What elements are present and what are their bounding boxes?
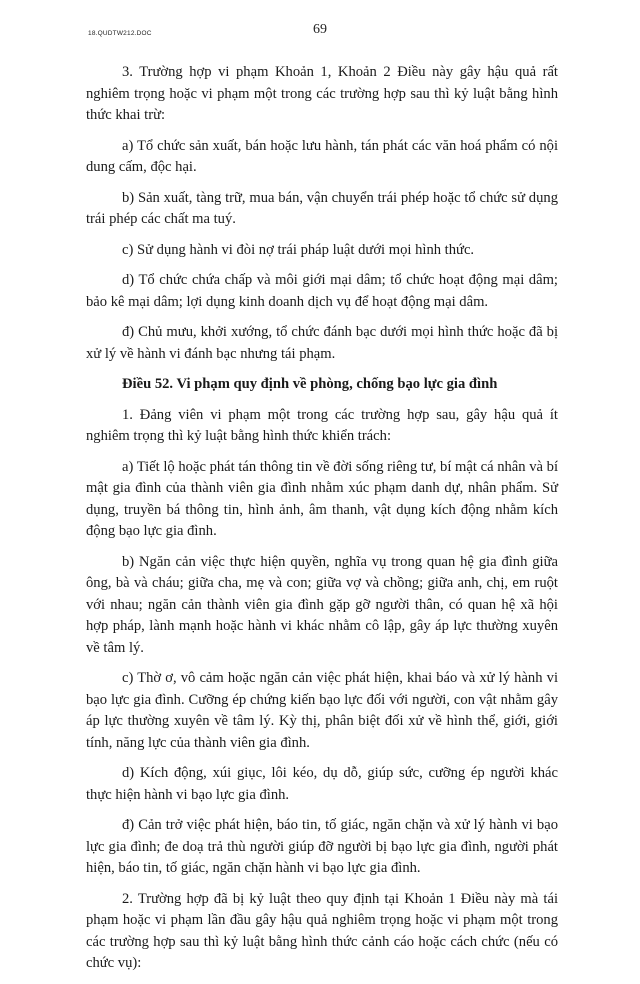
paragraph-clause-2: 2. Trường hợp đã bị kỷ luật theo quy định tại Khoản 1 Điều này mà tái phạm hoặc vi phạm lần đầu gây hậu quả nghiêm trọng hoặc vi phạm một trong các trường hợp sau thì kỷ luật bằng hình thức cảnh cáo hoặc cách chức (nếu có chức vụ): xyxy=(86,890,558,971)
page-number: 69 xyxy=(313,22,327,37)
paragraph-item-b: b) Sản xuất, tàng trữ, mua bán, vận chuyển trái phép hoặc tổ chức sử dụng trái phép các chất ma tuý. xyxy=(86,189,558,227)
paragraph-item-d: d) Tổ chức chứa chấp và môi giới mại dâm; tổ chức hoạt động mại dâm; bảo kê mại dâm; lợi dụng kinh doanh dịch vụ để hoạt động mại dâm. xyxy=(86,272,558,310)
paragraph-clause-3: 3. Trường hợp vi phạm Khoản 1, Khoản 2 Điều này gây hậu quả rất nghiêm trọng hoặc vi phạm một trong các trường hợp sau thì kỷ luật bằng hình thức khai trừ: xyxy=(86,64,558,123)
document-body xyxy=(86,62,558,984)
paragraph-item-c: c) Sử dụng hành vi đòi nợ trái pháp luật dưới mọi hình thức. xyxy=(122,241,475,258)
paragraph-item-d: d) Kích động, xúi giục, lôi kéo, dụ dỗ, giúp sức, cưỡng ép người khác thực hiện hành vi bạo lực gia đình. xyxy=(86,765,558,803)
article-52-heading: Điều 52. Vi phạm quy định về phòng, chống bạo lực gia đình xyxy=(122,376,498,392)
paragraph-item-c: c) Thờ ơ, vô cảm hoặc ngăn cản việc phát hiện, khai báo và xử lý hành vi bạo lực gia đình. Cưỡng ép chứng kiến bạo lực đối với người, con vật nhằm gây áp lực thường xuyên về tâm lý. Kỳ thị, phân biệt đối xử về hình thể, giới, giới tính, năng lực của thành viên gia đình. xyxy=(86,670,558,751)
paragraph-item-a: a) Tổ chức sản xuất, bán hoặc lưu hành, tán phát các văn hoá phẩm có nội dung cấm, độc hại. xyxy=(86,137,558,175)
paragraph-clause-1: 1. Đảng viên vi phạm một trong các trường hợp sau, gây hậu quả ít nghiêm trọng thì kỷ luật bằng hình thức khiển trách: xyxy=(86,406,558,444)
document-code: 18.QUDTW212.DOC xyxy=(88,30,152,37)
paragraph-item-dd: đ) Cản trở việc phát hiện, báo tin, tố giác, ngăn chặn và xử lý hành vi bạo lực gia đình; đe doạ trả thù người giúp đỡ người bị bạo lực gia đình, người phát hiện, báo tin, tố giác, ngăn chặn hành vi bạo lực gia đình. xyxy=(86,817,558,876)
paragraph-item-b: b) Ngăn cản việc thực hiện quyền, nghĩa vụ trong quan hệ gia đình giữa ông, bà và cháu; giữa cha, mẹ và con; giữa vợ và chồng; giữa anh, chị, em ruột với nhau; ngăn cản thành viên gia đình gặp gỡ người thân, có quan hệ xã hội hợp pháp, lành mạnh hoặc hành vi khác nhằm cô lập, gây áp lực thường xuyên về tâm lý. xyxy=(86,553,558,656)
paragraph-item-a: a) Tiết lộ hoặc phát tán thông tin về đời sống riêng tư, bí mật cá nhân và bí mật gia đình của thành viên gia đình nhằm xúc phạm danh dự, nhân phẩm. Sử dụng, truyền bá thông tin, hình ảnh, âm thanh, vật dụng kích động nhằm kích động bạo lực gia đình. xyxy=(86,458,558,539)
paragraph-item-dd: đ) Chủ mưu, khởi xướng, tổ chức đánh bạc dưới mọi hình thức hoặc đã bị xử lý về hành vi đánh bạc nhưng tái phạm. xyxy=(86,324,558,362)
